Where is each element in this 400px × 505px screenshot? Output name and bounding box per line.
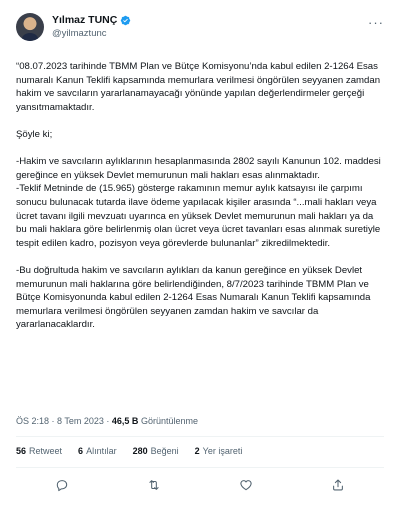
views-label: Görüntülenme bbox=[140, 416, 198, 426]
meta-separator: · bbox=[49, 416, 58, 426]
views-count: 46,5 B bbox=[111, 416, 139, 426]
tweet-body bbox=[16, 60, 384, 332]
reply-icon[interactable] bbox=[55, 478, 69, 492]
tweet-paragraph: -Bu doğrultuda hakim ve savcıların aylıkları da kanun gereğince en yüksek Devlet memurunun mali haklarına göre belirlendiğinden, 8/7/2023 tarihinde TBMM Plan ve Bütçe Komisyonunda kabul edilen 2-1264 Esas Numaralı Kanun Teklifi kapsamında memurlara verilmesi öngörülen seyyanen zamdan hakim ve savcılar da yararlanacaklardır. bbox=[16, 264, 374, 331]
quotes-stat[interactable]: 6 Alıntılar bbox=[78, 446, 117, 456]
retweet-icon[interactable] bbox=[147, 478, 161, 492]
tweet-actions bbox=[16, 478, 384, 492]
author-name-row bbox=[52, 14, 131, 27]
tweet-date[interactable]: 8 Tem 2023 bbox=[57, 416, 104, 426]
heart-icon[interactable] bbox=[239, 478, 253, 492]
tweet-time[interactable]: ÖS 2:18 bbox=[16, 416, 50, 426]
verified-badge-icon bbox=[120, 15, 131, 26]
divider bbox=[16, 436, 384, 437]
divider bbox=[16, 467, 384, 468]
avatar[interactable] bbox=[16, 13, 44, 41]
author-handle[interactable]: @yilmaztunc bbox=[52, 28, 107, 39]
tweet-header bbox=[16, 10, 384, 44]
tweet-paragraph: -Hakim ve savcıların aylıklarının hesaplanmasında 2802 sayılı Kanunun 102. maddesi gereğince en yüksek Devlet memurunun mali hakları esas alınmaktadır. -Teklif Metninde de (15.965) gösterge rakamının memur aylık katsayısı ile çarpımı sonucu bulunacak tutarda ilave ödeme yapılacak kişiler arasında “...mali hakları veya ücret tavanı ilgili mevzuatı uyarınca en yüksek Devlet memurunun mali hakları ya da bu mali haklara göre belirlenmiş olan ücret veya ücret tavanları esas alınmak suretiyle tespit edilen kadro, pozisyon veya görevlerde bulunanlar” zikredilmektedir. bbox=[16, 156, 381, 249]
author-display-name[interactable]: Yılmaz TUNÇ bbox=[52, 14, 118, 26]
more-options-icon[interactable]: ··· bbox=[368, 14, 384, 30]
tweet-paragraph: Şöyle ki; bbox=[16, 128, 53, 140]
meta-separator-2: · bbox=[103, 416, 112, 426]
share-icon[interactable] bbox=[331, 478, 345, 492]
tweet-paragraph: “08.07.2023 tarihinde TBMM Plan ve Bütçe Komisyonu’nda kabul edilen 2-1264 Esas numaralı Kanun Teklifi kapsamında memurlara verilmesi öngörülen seyyanen zamdan hakim ve savcıların yararlanamayacağı yönünde yapılan değerlendirmeler gerçeği yansıtmamaktadır. bbox=[16, 61, 383, 113]
retweets-stat[interactable]: 56 Retweet bbox=[16, 446, 63, 456]
bookmarks-stat[interactable]: 2 Yer işareti bbox=[194, 446, 243, 456]
likes-stat[interactable]: 280 Beğeni bbox=[132, 446, 179, 456]
author-names bbox=[52, 14, 131, 40]
tweet-stats bbox=[16, 446, 242, 456]
tweet-meta bbox=[16, 416, 198, 426]
